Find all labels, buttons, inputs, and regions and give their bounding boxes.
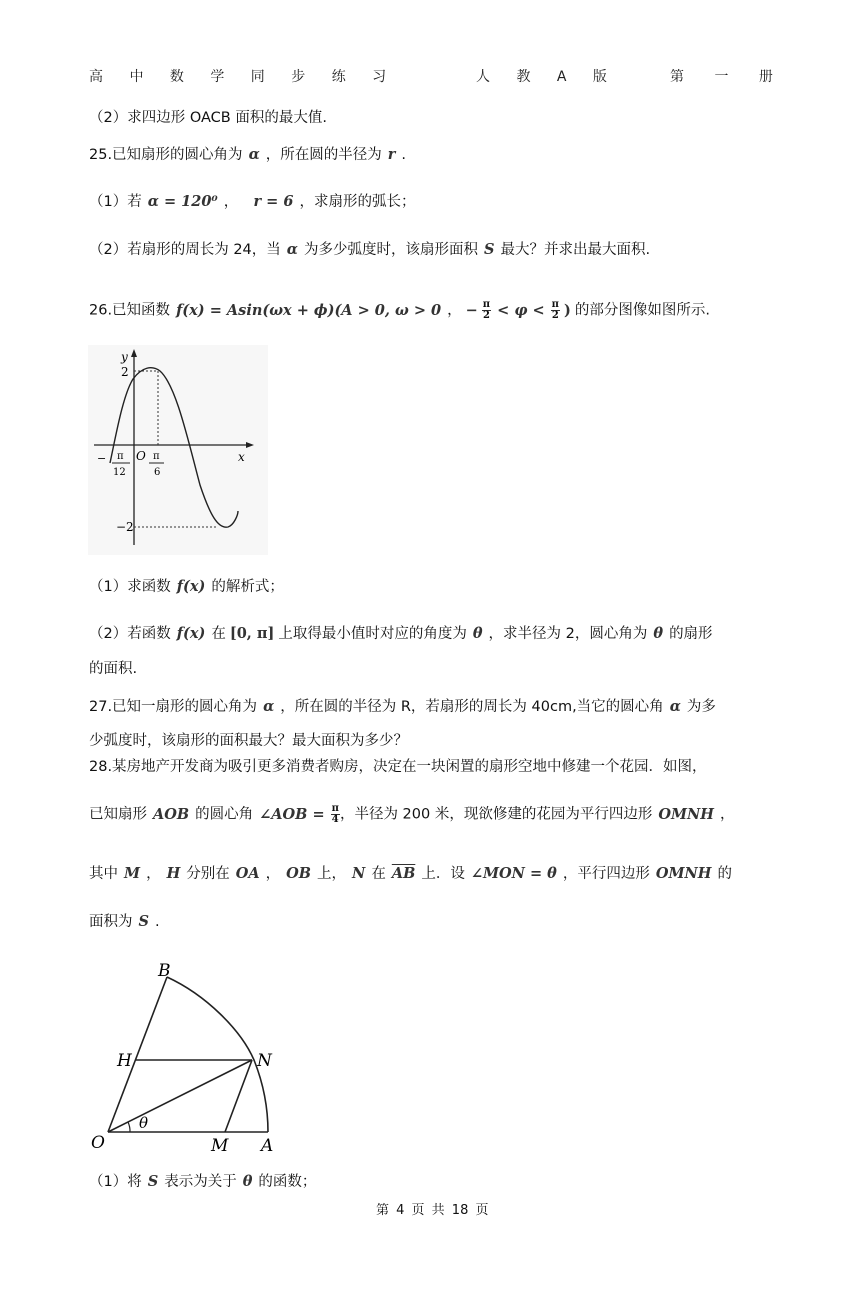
label-O: O	[91, 1133, 105, 1153]
y-label: y	[121, 350, 128, 364]
q28-part1: （1）将 S 表示为关于 θ 的函数；	[89, 1173, 317, 1190]
label-A: A	[261, 1136, 274, 1155]
min-label: −2	[116, 520, 134, 534]
origin-label: O	[136, 449, 146, 463]
frac-pi-2-right: $\frac{\pi}{2}$	[551, 299, 559, 321]
header-left: 高 中 数 学 同 步 练 习	[89, 69, 387, 85]
angle-theta-arc	[128, 1122, 130, 1132]
label-B: B	[158, 961, 171, 981]
sine-graph	[88, 345, 268, 555]
page-footer: 第 4 页 共 18 页	[376, 1203, 489, 1218]
q28-line4: 面积为 S .	[89, 913, 160, 930]
label-H: H	[117, 1051, 132, 1071]
pos-tick-den: 6	[154, 467, 161, 478]
header-right: 第 一 册	[670, 69, 773, 85]
q25-part1: （1）若 α = 120⁰ ， r = 6 ，求扇形的弧长；	[89, 193, 416, 210]
header-middle: 人 教 A 版	[476, 69, 607, 85]
q25-part2: （2）若扇形的周长为 24，当 α 为多少弧度时，该扇形面积 S 最大？并求出最大面积.	[89, 241, 651, 258]
q26-part2: （2）若函数 f(x) 在 [0, π] 上取得最小值时对应的角度为 θ ，求半径为 2，圆心角为 θ 的扇形	[89, 625, 713, 642]
label-M: M	[211, 1136, 229, 1155]
frac-pi-4: $\frac{\pi}{4}$	[331, 803, 339, 825]
frac-pi-2-left: $\frac{\pi}{2}$	[482, 299, 491, 321]
q26-stem: 26.已知函数 f(x) = Asin(ωx + ϕ)(A > 0, ω > 0 ， − $\frac{\pi}{2}$ < φ < $\frac{\pi}{2}$ ) 的部分图像如图所示.	[89, 299, 710, 321]
q28-stem: 28.某房地产开发商为吸引更多消费者购房，决定在一块闲置的扇形空地中修建一个花园．如图，	[89, 759, 707, 775]
neg-sign: −	[97, 452, 107, 465]
q26-part2-cont: 的面积.	[89, 661, 138, 677]
q28-line3: 其中 M ， H 分别在 OA ， OB 上， N 在 $\overline{AB}$ 上．设 ∠MON = θ ，平行四边形 OMNH 的	[89, 865, 732, 882]
max-label: 2	[121, 365, 129, 379]
q27-cont: 少弧度时，该扇形的面积最大？最大面积为多少？	[89, 733, 408, 749]
pos-tick-num: π	[153, 451, 160, 462]
neg-tick-num: π	[117, 451, 124, 462]
sector-diagram	[86, 960, 286, 1155]
q27-stem: 27.已知一扇形的圆心角为 α ，所在圆的半径为 R，若扇形的周长为 40cm,当它的圆心角 α 为多	[89, 698, 716, 715]
label-N: N	[257, 1051, 272, 1071]
q25-stem: 25.已知扇形的圆心角为 α ，所在圆的半径为 r .	[89, 146, 406, 163]
q24-part2: （2）求四边形 OACB 面积的最大值.	[89, 110, 327, 126]
label-theta: θ	[139, 1114, 149, 1132]
arc-AB	[167, 977, 268, 1132]
x-label: x	[238, 450, 245, 464]
q26-part1: （1）求函数 f(x) 的解析式；	[89, 578, 284, 595]
q28-line2: 已知扇形 AOB 的圆心角 ∠AOB = $\frac{\pi}{4}$ ，半径为 200 米，现欲修建的花园为平行四边形 OMNH ，	[89, 803, 735, 825]
neg-tick-den: 12	[113, 467, 126, 478]
